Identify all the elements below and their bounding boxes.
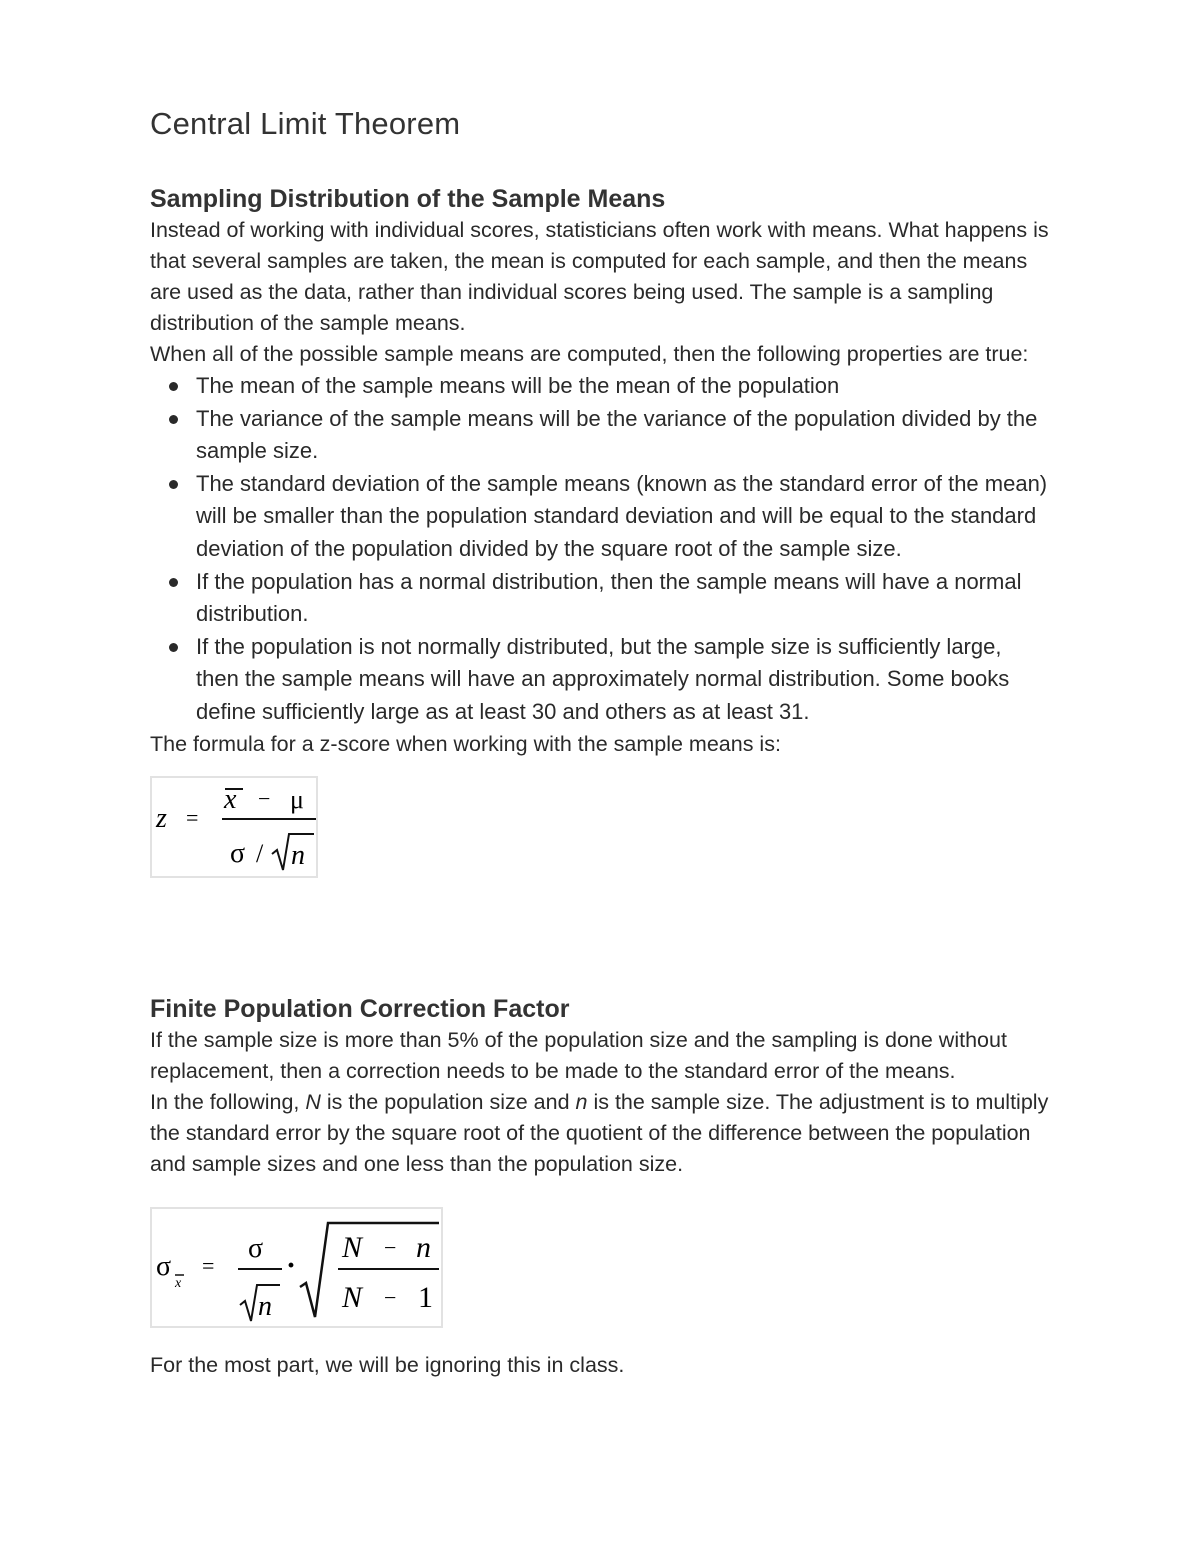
formula-minus-top: − bbox=[384, 1235, 397, 1260]
paragraph-properties: When all of the possible sample means are computed, then the following properties are true: bbox=[150, 342, 1029, 366]
properties-list bbox=[150, 370, 1050, 729]
bullet-icon bbox=[169, 578, 178, 587]
formula-equals: = bbox=[202, 1253, 215, 1278]
bullet-icon bbox=[169, 382, 178, 391]
text-segment: is the sample size. The adjustment is to multiply the standard error by the square root of the quotient of the difference between the population and sample sizes and one less than the population size. bbox=[150, 1090, 1049, 1176]
list-item bbox=[196, 370, 1050, 403]
list-item bbox=[196, 468, 1050, 566]
formula-n: n bbox=[291, 839, 305, 871]
formula-x-bar: x bbox=[224, 783, 237, 815]
list-item-text: The mean of the sample means will be the mean of the population bbox=[196, 373, 840, 398]
bullet-icon bbox=[169, 643, 178, 652]
formula-n-denominator: n bbox=[258, 1291, 272, 1322]
page-title: Central Limit Theorem bbox=[150, 106, 461, 141]
paragraph-closing: For the most part, we will be ignoring this in class. bbox=[150, 1353, 625, 1377]
list-item-text: If the population is not normally distributed, but the sample size is sufficiently large, then the sample means will have an approximately normal distribution. Some books define sufficiently large as at least 30 and others as at least 31. bbox=[196, 633, 1010, 724]
formula-minus-bottom: − bbox=[384, 1285, 397, 1310]
z-score-formula bbox=[150, 776, 318, 878]
section-heading-sampling: Sampling Distribution of the Sample Means bbox=[150, 185, 666, 213]
formula-one: 1 bbox=[418, 1281, 433, 1314]
paragraph-formula-intro: The formula for a z-score when working with the sample means is: bbox=[150, 731, 781, 756]
paragraph-intro: Instead of working with individual scores, statisticians often work with means. What happens is that several samples are taken, the mean is computed for each sample, and then the means are used as the data, rather than individual scores being used. The sample is a sampling distribution of the sample means. bbox=[150, 218, 1049, 335]
formula-sigma: σ bbox=[230, 837, 246, 869]
formula-minus: − bbox=[258, 785, 271, 811]
list-item bbox=[196, 631, 1050, 729]
formula-sigma-num: σ bbox=[248, 1233, 264, 1264]
variable-n: n bbox=[575, 1090, 588, 1114]
correction-factor-formula bbox=[150, 1207, 443, 1328]
formula-mu: μ bbox=[290, 784, 304, 814]
z-score-formula-graphic bbox=[152, 778, 316, 876]
formula-equals: = bbox=[186, 804, 199, 830]
correction-formula-graphic bbox=[152, 1209, 441, 1326]
formula-subscript-x: x bbox=[175, 1276, 182, 1291]
formula-N-top: N bbox=[342, 1231, 363, 1264]
formula-N-bottom: N bbox=[342, 1281, 363, 1314]
section-heading-finite: Finite Population Correction Factor bbox=[150, 995, 570, 1023]
list-item bbox=[196, 403, 1050, 468]
section-sampling-distribution bbox=[150, 183, 1050, 878]
bullet-icon bbox=[169, 480, 178, 489]
formula-n-top: n bbox=[416, 1231, 431, 1264]
formula-sigma-sub: σ bbox=[156, 1251, 172, 1282]
formula-dot: · bbox=[286, 1249, 297, 1282]
list-item-text: The variance of the sample means will be the variance of the population divided by the sample size. bbox=[196, 405, 1038, 464]
section-finite-population bbox=[150, 993, 1050, 1381]
text-segment: is the population size and bbox=[320, 1090, 576, 1114]
variable-N: N bbox=[305, 1090, 321, 1114]
bullet-icon bbox=[169, 415, 178, 424]
list-item-text: If the population has a normal distribution, then the sample means will have a normal distribution. bbox=[196, 568, 1022, 627]
list-item-text: The standard deviation of the sample means (known as the standard error of the mean) will be smaller than the population standard deviation and will be equal to the standard deviation of the population divided by the square root of the sample size. bbox=[196, 470, 1048, 561]
formula-z: z bbox=[156, 802, 167, 834]
formula-slash: / bbox=[256, 838, 264, 868]
paragraph-correction: If the sample size is more than 5% of the population size and the sampling is done without replacement, then a correction needs to be made to the standard error of the means. bbox=[150, 1028, 1007, 1083]
list-item bbox=[196, 566, 1050, 631]
paragraph-adjustment bbox=[150, 1087, 1050, 1180]
text-segment: In the following, bbox=[150, 1090, 306, 1114]
